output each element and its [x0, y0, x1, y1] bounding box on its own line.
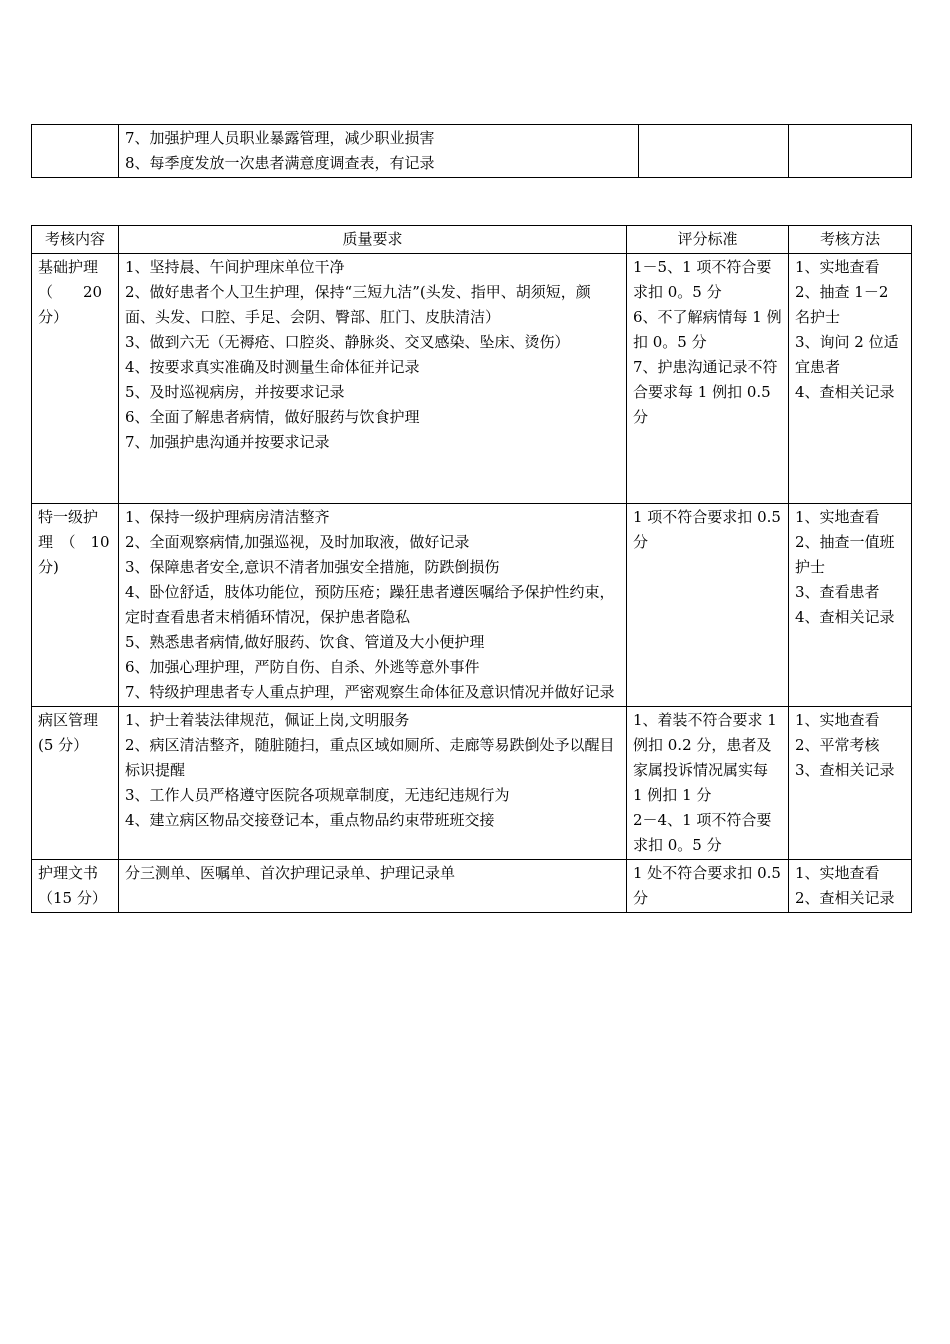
scoring-cell: [627, 254, 789, 504]
table-header-row: [32, 226, 912, 254]
method-line: 1、实地查看: [795, 864, 880, 882]
requirement-line: 2、病区清洁整齐，随脏随扫，重点区域如厕所、走廊等易跌倒处予以醒目标识提醒: [125, 736, 615, 779]
category-cell: [32, 254, 119, 504]
method-cell: [789, 504, 912, 707]
scoring-cell: [627, 707, 789, 860]
requirement-line: 1、坚持晨、午间护理床单位干净: [125, 258, 345, 276]
requirement-line: 4、建立病区物品交接登记本，重点物品约束带班班交接: [125, 811, 495, 829]
category-cell-empty: [32, 125, 119, 178]
requirement-line: 6、全面了解患者病情，做好服药与饮食护理: [125, 408, 420, 426]
requirement-line: 8、每季度发放一次患者满意度调查表，有记录: [125, 154, 435, 172]
method-line: 2、抽查一值班护士: [795, 533, 895, 576]
scoring-line: 6、不了解病情每 1 例扣 0。5 分: [633, 308, 782, 351]
header-method: 考核方法: [789, 226, 912, 254]
category-line: 分）: [38, 308, 69, 326]
method-line: 2、查相关记录: [795, 889, 895, 907]
method-cell-empty: [789, 125, 912, 178]
header-requirements: 质量要求: [119, 226, 627, 254]
requirements-cell: [119, 504, 627, 707]
scoring-cell-empty: [639, 125, 789, 178]
table-row: [32, 125, 912, 178]
method-line: 3、查看患者: [795, 583, 880, 601]
method-cell: [789, 707, 912, 860]
requirements-cell: [119, 254, 627, 504]
requirement-line: 7、加强护理人员职业暴露管理，减少职业损害: [125, 129, 435, 147]
requirement-line: 4、卧位舒适，肢体功能位，预防压疮；躁狂患者遵医嘱给予保护性约束，定时查看患者末梢循环情况，保护患者隐私: [125, 583, 615, 626]
requirement-line: 2、做好患者个人卫生护理，保持“三短九洁”(头发、指甲、胡须短，颜面、头发、口腔、手足、会阴、臀部、肛门、皮肤清洁）: [125, 283, 591, 326]
requirement-line: 7、加强护患沟通并按要求记录: [125, 433, 330, 451]
category-line: 理 （ 10: [38, 533, 110, 551]
scoring-line: 1 处不符合要求扣 0.5 分: [633, 864, 781, 907]
header-scoring: 评分标准: [627, 226, 789, 254]
requirement-line: 4、按要求真实准确及时测量生命体征并记录: [125, 358, 420, 376]
category-line: 分): [38, 558, 59, 576]
method-line: 3、查相关记录: [795, 761, 895, 779]
method-line: 2、抽查 1－2 名护士: [795, 283, 889, 326]
scoring-cell: [627, 504, 789, 707]
table-row: [32, 860, 912, 913]
category-line: 特一级护: [38, 508, 99, 526]
method-cell: [789, 254, 912, 504]
category-line: 基础护理: [38, 258, 99, 276]
method-cell: [789, 860, 912, 913]
assessment-table: [31, 225, 912, 913]
requirement-line: 2、全面观察病情,加强巡视，及时加取液，做好记录: [125, 533, 470, 551]
requirement-line: 5、熟悉患者病情,做好服药、饮食、管道及大小便护理: [125, 633, 485, 651]
category-line: （ 20: [38, 283, 103, 301]
requirement-line: 1、保持一级护理病房清洁整齐: [125, 508, 330, 526]
requirements-cell: [119, 707, 627, 860]
category-line: （15 分）: [38, 889, 107, 907]
scoring-line: 1－5、1 项不符合要求扣 0。5 分: [633, 258, 772, 301]
method-line: 1、实地查看: [795, 258, 880, 276]
requirement-line: 1、护士着装法律规范，佩证上岗,文明服务: [125, 711, 410, 729]
requirement-line: 3、工作人员严格遵守医院各项规章制度，无违纪违规行为: [125, 786, 510, 804]
method-line: 4、查相关记录: [795, 383, 895, 401]
category-line: 病区管理: [38, 711, 99, 729]
table-row: [32, 254, 912, 504]
requirement-line: 分三测单、医嘱单、首次护理记录单、护理记录单: [125, 864, 456, 882]
requirement-line: 3、保障患者安全,意识不清者加强安全措施，防跌倒损伤: [125, 558, 500, 576]
continuation-table: [31, 124, 912, 178]
requirement-line: 5、及时巡视病房，并按要求记录: [125, 383, 345, 401]
header-category: 考核内容: [32, 226, 119, 254]
scoring-line: 1 项不符合要求扣 0.5 分: [633, 508, 781, 551]
requirement-line: 6、加强心理护理，严防自伤、自杀、外逃等意外事件: [125, 658, 480, 676]
category-cell: [32, 707, 119, 860]
method-line: 2、平常考核: [795, 736, 880, 754]
category-line: 护理文书: [38, 864, 99, 882]
requirements-cell: [119, 860, 627, 913]
method-line: 4、查相关记录: [795, 608, 895, 626]
requirements-cell: [119, 125, 639, 178]
category-cell: [32, 504, 119, 707]
requirement-line: 7、特级护理患者专人重点护理，严密观察生命体征及意识情况并做好记录: [125, 683, 615, 701]
method-line: 3、询问 2 位适宜患者: [795, 333, 899, 376]
category-line: (5 分）: [38, 736, 89, 754]
table-row: [32, 504, 912, 707]
method-line: 1、实地查看: [795, 711, 880, 729]
method-line: 1、实地查看: [795, 508, 880, 526]
scoring-line: 2－4、1 项不符合要求扣 0。5 分: [633, 811, 772, 854]
table-row: [32, 707, 912, 860]
scoring-cell: [627, 860, 789, 913]
requirement-line: 3、做到六无（无褥疮、口腔炎、静脉炎、交叉感染、坠床、烫伤）: [125, 333, 570, 351]
scoring-line: 7、护患沟通记录不符合要求每 1 例扣 0.5 分: [633, 358, 778, 426]
scoring-line: 1、着装不符合要求 1 例扣 0.2 分，患者及家属投诉情况属实每 1 例扣 1 分: [633, 711, 777, 804]
category-cell: [32, 860, 119, 913]
